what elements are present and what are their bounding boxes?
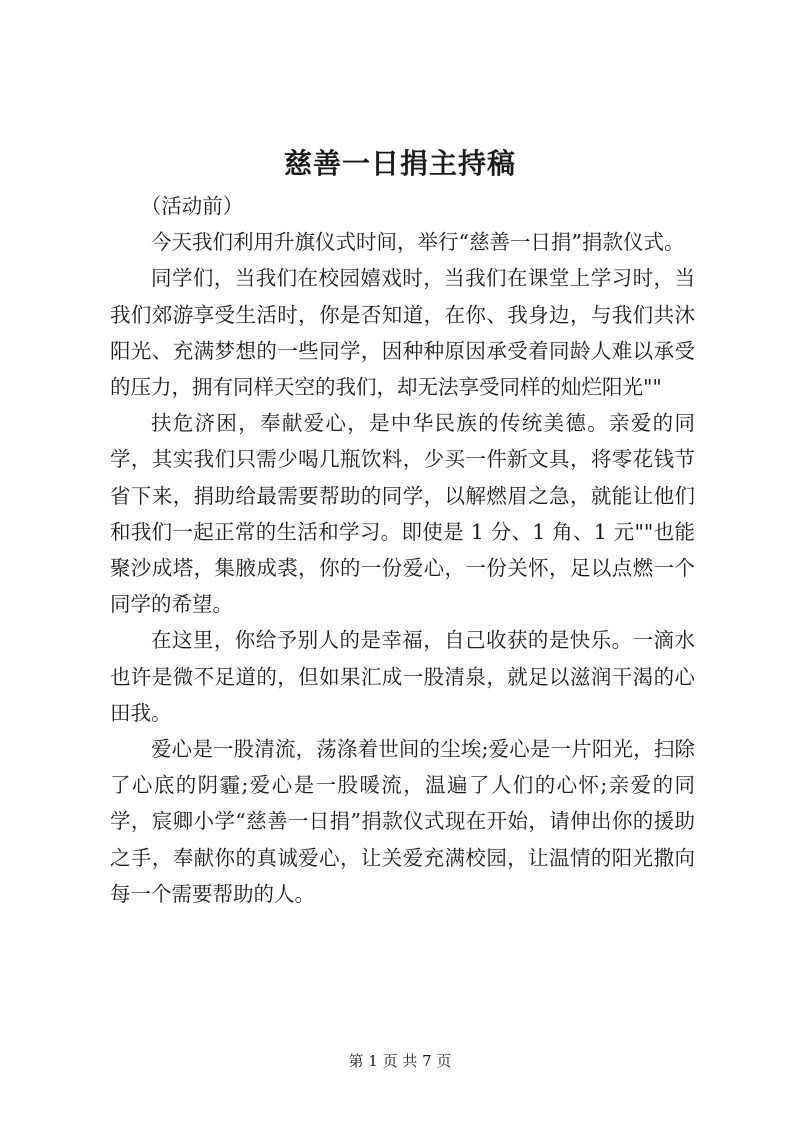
document-body: [110, 188, 695, 912]
paragraph-4: 在这里，你给予别人的是幸福，自己收获的是快乐。一滴水也许是微不足道的，但如果汇成一股清泉，就足以滋润干渴的心田我。: [110, 628, 695, 725]
paragraph-5: 爱心是一股清流，荡涤着世间的尘埃;爱心是一片阳光，扫除了心底的阴霾;爱心是一股暖流，温遍了人们的心怀;亲爱的同学，宸卿小学“慈善一日捐”捐款仪式现在开始，请伸出你的援助之手，奉献你的真诚爱心，让关爱充满校园，让温情的阳光撒向每一个需要帮助的人。: [110, 737, 695, 906]
paragraph-1: 今天我们利用升旗仪式时间，举行“慈善一日捐”捐款仪式。: [151, 230, 685, 255]
document-title: 慈善一日捐主持稿: [283, 147, 516, 180]
paragraph-2: 同学们，当我们在校园嬉戏时，当我们在课堂上学习时，当我们郊游享受生活时，你是否知道，在你、我身边，与我们共沐阳光、充满梦想的一些同学，因种种原因承受着同龄人难以承受的压力，拥有同样天空的我们，却无法享受同样的灿烂阳光"": [110, 266, 695, 400]
paragraph-3: 扶危济困，奉献爱心，是中华民族的传统美德。亲爱的同学，其实我们只需少喝几瓶饮料，少买一件新文具，将零花钱节省下来，捐助给最需要帮助的同学，以解燃眉之急，就能让他们和我们一起正常的生活和学习。即使是 1 分、1 角、1 元""也能聚沙成塔，集腋成裘，你的一份爱心，一份关怀，足以点燃一个同学的希望。: [110, 411, 695, 617]
document-subtitle: （活动前）: [140, 194, 244, 218]
page-footer: 第 1 页 共 7 页: [348, 1052, 452, 1070]
